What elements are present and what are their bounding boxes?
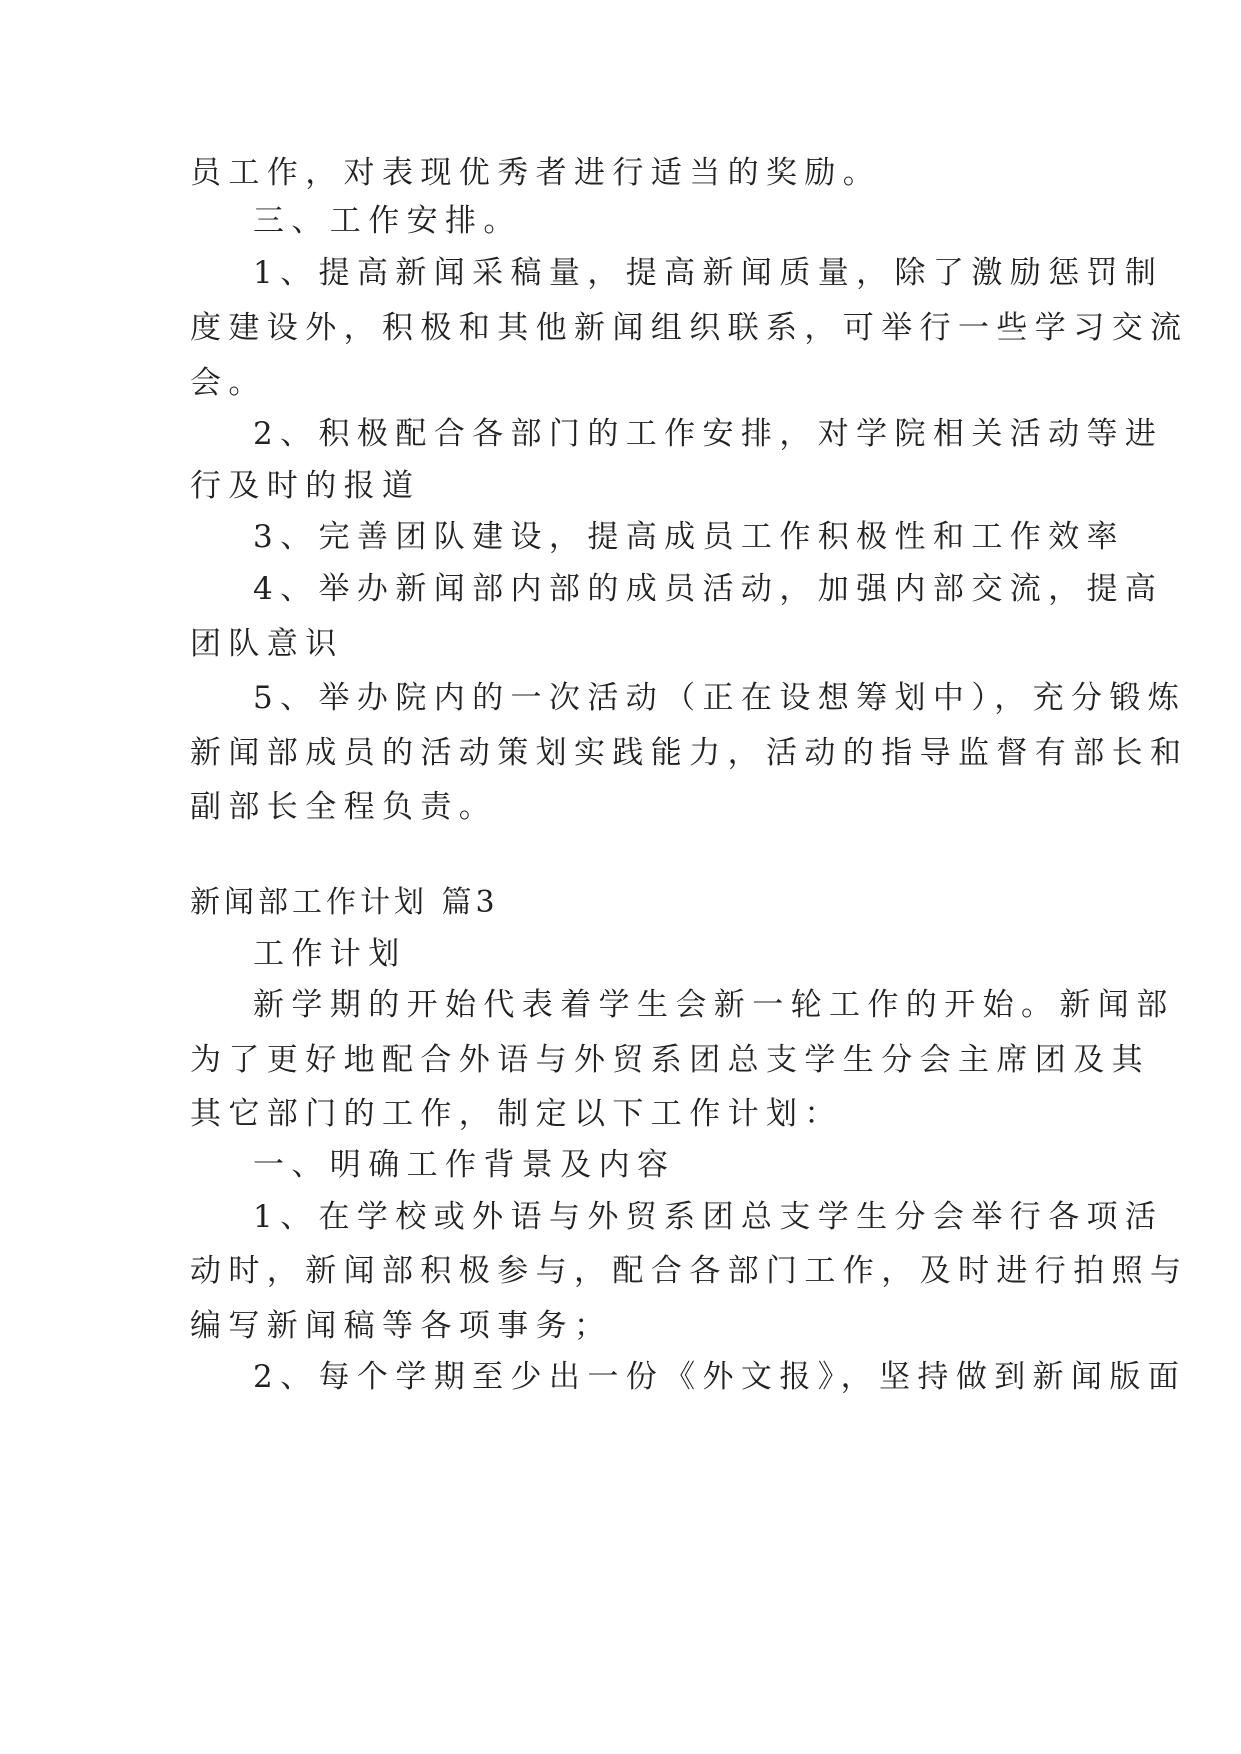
text-line: 会。 [190, 365, 267, 401]
text-line: 1、在学校或外语与外贸系团总支学生分会举行各项活 [253, 1199, 1164, 1235]
text-line: 行及时的报道 [190, 468, 421, 504]
text-line: 3、完善团队建设，提高成员工作积极性和工作效率 [253, 519, 1125, 555]
text-line: 新学期的开始代表着学生会新一轮工作的开始。新闻部 [253, 987, 1175, 1023]
text-line: 工作计划 [253, 936, 407, 972]
text-line: 2、积极配合各部门的工作安排，对学院相关活动等进 [253, 416, 1164, 452]
text-line: 1、提高新闻采稿量，提高新闻质量，除了激励惩罚制 [253, 255, 1164, 291]
article-title: 新闻部工作计划 篇3 [190, 885, 499, 920]
text-line: 动时，新闻部积极参与，配合各部门工作，及时进行拍照与 [190, 1253, 1189, 1289]
text-line: 5、举办院内的一次活动（正在设想筹划中），充分锻炼 [253, 680, 1187, 716]
text-line: 4、举办新闻部内部的成员活动，加强内部交流，提高 [253, 571, 1164, 607]
text-line: 其它部门的工作，制定以下工作计划： [190, 1096, 843, 1132]
text-line: 团队意识 [190, 626, 344, 662]
text-line: 副部长全程负责。 [190, 789, 498, 825]
text-line: 员工作，对表现优秀者进行适当的奖励。 [190, 155, 882, 191]
text-line: 2、每个学期至少出一份《外文报》，坚持做到新闻版面 [253, 1359, 1187, 1395]
text-line: 编写新闻稿等各项事务； [190, 1308, 613, 1344]
text-line: 为了更好地配合外语与外贸系团总支学生分会主席团及其 [190, 1042, 1150, 1078]
section-heading: 三、工作安排。 [253, 203, 522, 239]
text-line: 新闻部成员的活动策划实践能力，活动的指导监督有部长和 [190, 735, 1189, 771]
text-line: 度建设外，积极和其他新闻组织联系，可举行一些学习交流 [190, 310, 1189, 346]
section-heading: 一、明确工作背景及内容 [253, 1147, 676, 1183]
